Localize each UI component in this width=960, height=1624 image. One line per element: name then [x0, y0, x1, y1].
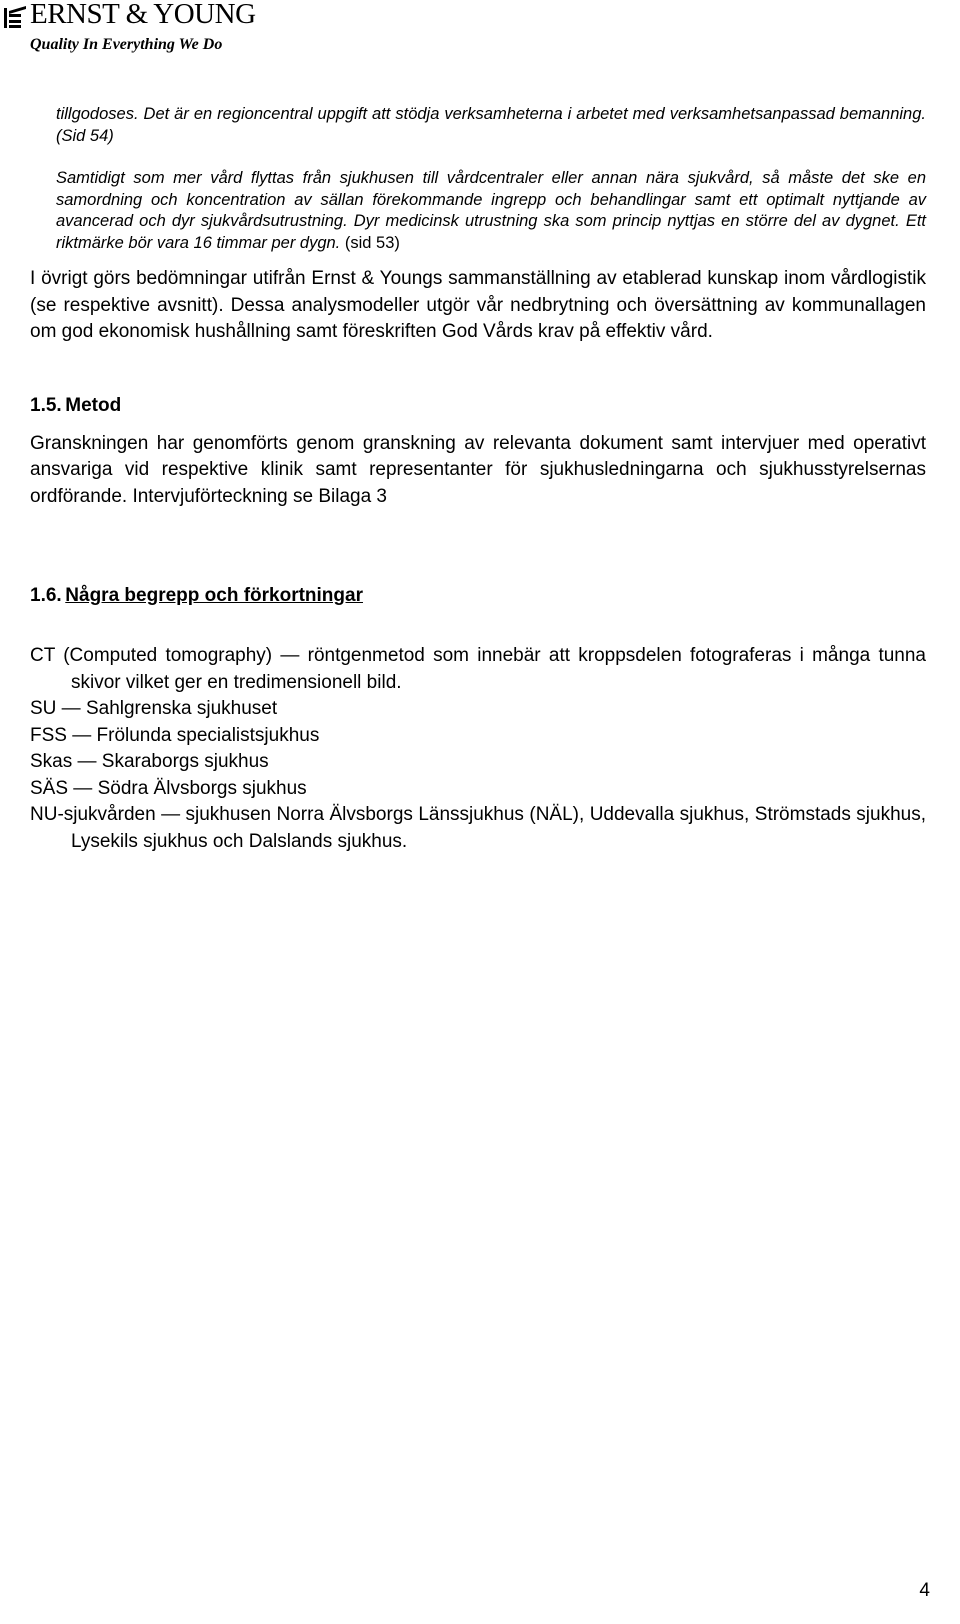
list-item: NU-sjukvården — sjukhusen Norra Älvsborgs Länssjukhus (NÄL), Uddevalla sjukhus, Strömstads sjukhus, Lysekils sjukhus och Dalslands sjukhus.: [30, 804, 926, 852]
section-number: 1.5.: [30, 394, 62, 416]
list-item: SÄS — Södra Älvsborgs sjukhus: [30, 777, 307, 799]
list-item: Skas — Skaraborgs sjukhus: [30, 751, 269, 772]
list-item: CT (Computed tomography) — röntgenmetod som innebär att kroppsdelen fotograferas i många tunna skivor vilket ger en tredimensionell bild.: [30, 645, 926, 693]
company-name: ERNST & YOUNG: [30, 0, 256, 30]
quote-source-reference: (sid 53): [340, 233, 400, 252]
abbreviation-list: [30, 643, 926, 855]
method-paragraph: Granskningen har genomförts genom granskning av relevanta dokument samt intervjuer med operativt ansvariga vid respektive klinik samt representanter för sjukhusledningarna och sjukhusstyrelsernas ordförande. Intervjuförteckning se Bilaga 3: [30, 432, 926, 507]
company-logo: [0, 0, 256, 60]
quote-paragraph-2-text: Samtidigt som mer vård flyttas från sjukhusen till vårdcentraler eller annan nära sjukvård, så måste det ske en samordning och koncentration av sällan förekommande ingrepp och behandlingar samt ett optimalt nyttjande av avancerad och dyr sjukvårdsutrustning. Dyr medicinsk utrustning ska som princip nyttjas en större del av dygnet. Ett riktmärke bör vara 16 timmar per dygn.: [56, 169, 926, 252]
section-heading-terms: [30, 583, 926, 609]
intro-paragraph: I övrigt görs bedömningar utifrån Ernst & Youngs sammanställning av etablerad kunskap inom vårdlogistik (se respektive avsnitt). Dessa analysmodeller utgör vår nedbrytning och översättning av kommunallagen om god ekonomisk hushållning samt föreskriften God Vårds krav på effektiv vård.: [30, 268, 926, 342]
quote-paragraph-1: tillgodoses. Det är en regioncentral uppgift att stödja verksamheterna i arbetet med verksamhetsanpassad bemanning. (Sid 54): [56, 105, 926, 145]
section-heading-method: [30, 393, 926, 419]
list-item: SU — Sahlgrenska sjukhuset: [30, 698, 278, 719]
section-number: 1.6.: [30, 585, 62, 606]
section-title: Metod: [65, 394, 122, 416]
quote-paragraph-2: [56, 168, 926, 254]
page-number: 4: [919, 1580, 930, 1601]
ey-logo-mark-icon: [4, 6, 26, 28]
quoted-excerpt: [56, 104, 926, 254]
section-title: Några begrepp och förkortningar: [65, 585, 363, 606]
document-body: [30, 104, 926, 855]
company-tagline: Quality In Everything We Do: [30, 36, 223, 53]
list-item: FSS — Frölunda specialistsjukhus: [30, 724, 320, 746]
